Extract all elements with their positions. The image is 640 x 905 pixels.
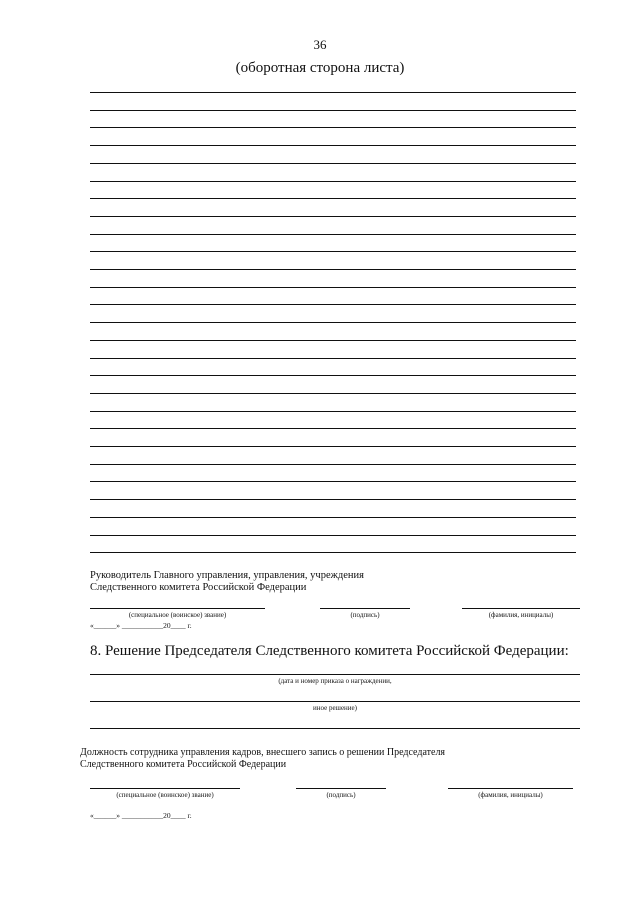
blank-ruled-line [90, 358, 576, 359]
order-date-caption: (дата и номер приказа о награждении, [278, 677, 392, 685]
hr-name-signature-line [448, 788, 573, 789]
blank-ruled-line [90, 145, 576, 146]
head-position-block [90, 570, 364, 594]
blank-ruled-line [90, 269, 576, 270]
section-8-title: 8. Решение Председателя Следственного комитета Российской Федерации: [90, 643, 569, 659]
blank-ruled-line [90, 127, 576, 128]
blank-ruled-line [90, 552, 576, 553]
blank-ruled-line [90, 393, 576, 394]
blank-ruled-line [90, 375, 576, 376]
hr-signature-line [296, 788, 386, 789]
blank-ruled-line [90, 446, 576, 447]
blank-ruled-line [90, 517, 576, 518]
blank-ruled-line [90, 304, 576, 305]
blank-ruled-line [90, 340, 576, 341]
signature-caption: (подпись) [350, 611, 380, 619]
blank-ruled-line [90, 322, 576, 323]
date-line: «______» ___________20____ г. [90, 621, 192, 630]
signature-line [320, 608, 410, 609]
decision-line-3 [90, 728, 580, 729]
blank-ruled-line [90, 216, 576, 217]
name-caption: (фамилия, инициалы) [488, 611, 554, 619]
head-position-line-2: Следственного комитета Российской Федерации [90, 582, 307, 593]
blank-ruled-line [90, 251, 576, 252]
blank-ruled-line [90, 92, 576, 93]
hr-rank-signature-line [90, 788, 240, 789]
blank-ruled-line [90, 163, 576, 164]
blank-ruled-line [90, 234, 576, 235]
hr-position-line-2: Следственного комитета Российской Федерации [80, 759, 287, 770]
blank-ruled-line [90, 411, 576, 412]
blank-ruled-line [90, 499, 576, 500]
decision-line-1 [90, 674, 580, 675]
blank-ruled-line [90, 181, 576, 182]
blank-ruled-line [90, 110, 576, 111]
hr-position-line-1: Должность сотрудника управления кадров, внесшего запись о решении Председателя [80, 747, 446, 758]
blank-ruled-line [90, 464, 576, 465]
hr-date-line: «______» ___________20____ г. [90, 811, 192, 820]
blank-ruled-line [90, 428, 576, 429]
other-decision-caption: иное решение) [313, 704, 357, 712]
rank-caption: (специальное (воинское) звание) [128, 611, 227, 619]
blank-ruled-line [90, 535, 576, 536]
hr-position-block [80, 747, 445, 771]
hr-name-caption: (фамилия, инициалы) [478, 791, 543, 799]
rank-signature-line [90, 608, 265, 609]
blank-ruled-line [90, 198, 576, 199]
hr-rank-caption: (специальное (воинское) звание) [116, 791, 214, 799]
blank-ruled-line [90, 287, 576, 288]
page-subtitle: (оборотная сторона листа) [235, 60, 405, 76]
blank-ruled-line [90, 481, 576, 482]
head-position-line-1: Руководитель Главного управления, управления, учреждения [90, 570, 364, 581]
hr-signature-caption: (подпись) [326, 791, 356, 799]
page-number: 36 [313, 37, 327, 52]
decision-line-2 [90, 701, 580, 702]
name-signature-line [462, 608, 580, 609]
